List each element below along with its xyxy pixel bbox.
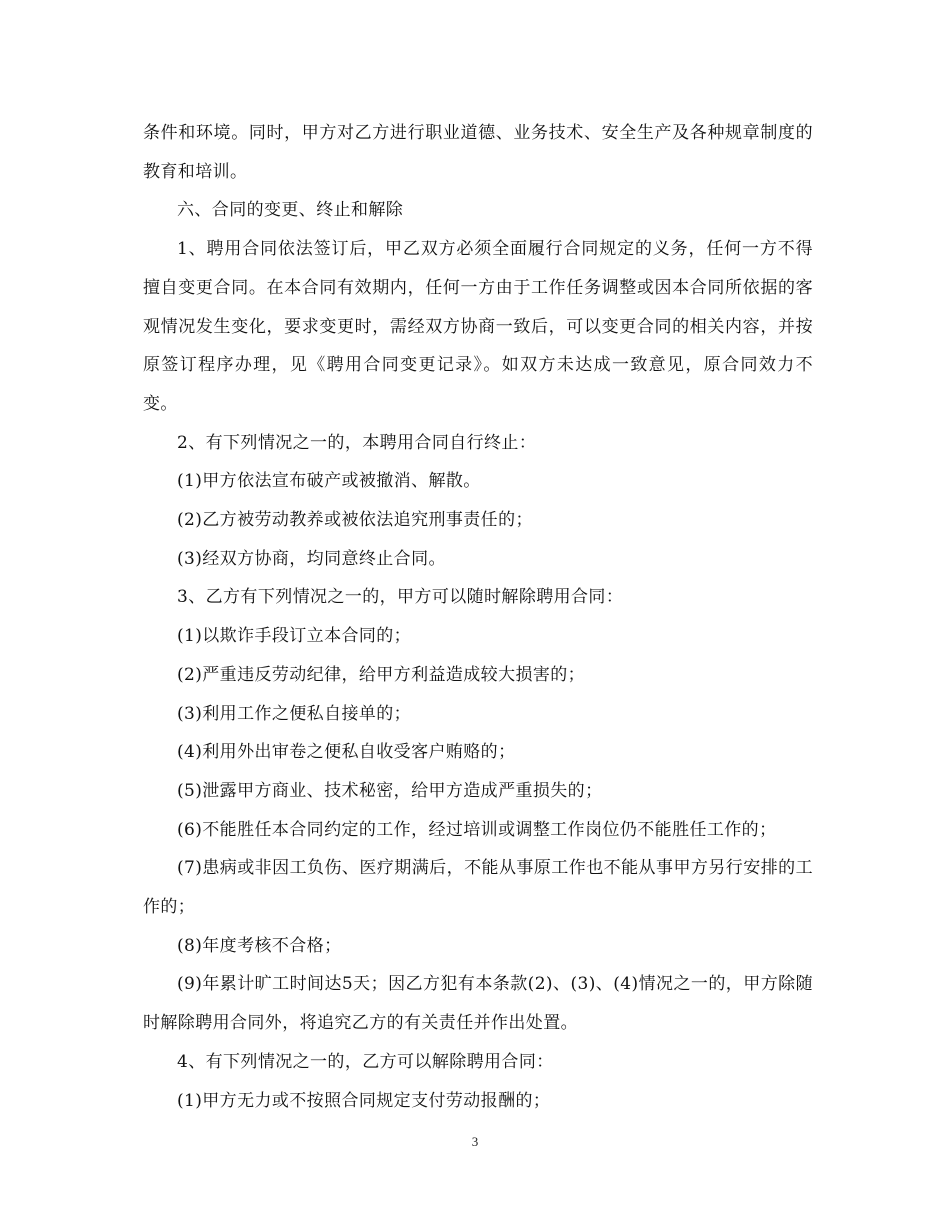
clause-3-item-5: (5)泄露甲方商业、技术秘密，给甲方造成严重损失的； <box>177 780 603 801</box>
clause-3-item-3: (3)利用工作之便私自接单的； <box>177 703 412 724</box>
paragraph-continuation: 条件和环境。同时，甲方对乙方进行职业道德、业务技术、安全生产及各种规章制度的教育和培训。 <box>143 123 813 182</box>
clause-2-item-3: (3)经双方协商，均同意终止合同。 <box>177 548 446 569</box>
clause-3-item-6: (6)不能胜任本合同约定的工作，经过培训或调整工作岗位仍不能胜任工作的； <box>177 819 777 840</box>
clause-3-item-2: (2)严重违反劳动纪律，给甲方利益造成较大损害的； <box>177 664 586 685</box>
clause-3-item-4: (4)利用外出审卷之便私自收受客户贿赂的； <box>177 742 516 763</box>
clause-3-paragraph: 3、乙方有下列情况之一的，甲方可以随时解除聘用合同： <box>177 587 624 608</box>
clause-2-item-2: (2)乙方被劳动教养或被依法追究刑事责任的； <box>177 510 533 531</box>
clause-3-item-1: (1)以欺诈手段订立本合同的； <box>177 626 412 647</box>
clause-4-item-1: (1)甲方无力或不按照合同规定支付劳动报酬的； <box>177 1090 551 1111</box>
clause-2-paragraph: 2、有下列情况之一的，本聘用合同自行终止： <box>177 432 537 453</box>
clause-3-item-9: (9)年累计旷工时间达5天；因乙方犯有本条款(2)、(3)、(4)情况之一的，甲方除随时解除聘用合同外，将追究乙方的有关责任并作出处置。 <box>143 974 813 1034</box>
clause-1-paragraph: 1、聘用合同依法签订后，甲乙双方必须全面履行合同规定的义务，任何一方不得擅自变更合同。在本合同有效期内，任何一方由于工作任务调整或因本合同所依据的客观情况发生变化，要求变更时，需经双方协商一致后，可以变更合同的相关内容，并按原签订程序办理，见《聘用合同变更记录》。如双方未达成一致意见，原合同效力不变。 <box>143 239 813 414</box>
clause-4-paragraph: 4、有下列情况之一的，乙方可以解除聘用合同： <box>177 1051 554 1072</box>
page-number: 3 <box>471 1134 479 1149</box>
clause-3-item-8: (8)年度考核不合格； <box>177 935 342 956</box>
document-body <box>143 114 813 1120</box>
clause-2-item-1: (1)甲方依法宣布破产或被撤消、解散。 <box>177 471 481 492</box>
section-heading-6: 六、合同的变更、终止和解除 <box>177 200 404 221</box>
clause-3-item-7: (7)患病或非因工负伤、医疗期满后，不能从事原工作也不能从事甲方另行安排的工作的； <box>143 858 813 918</box>
